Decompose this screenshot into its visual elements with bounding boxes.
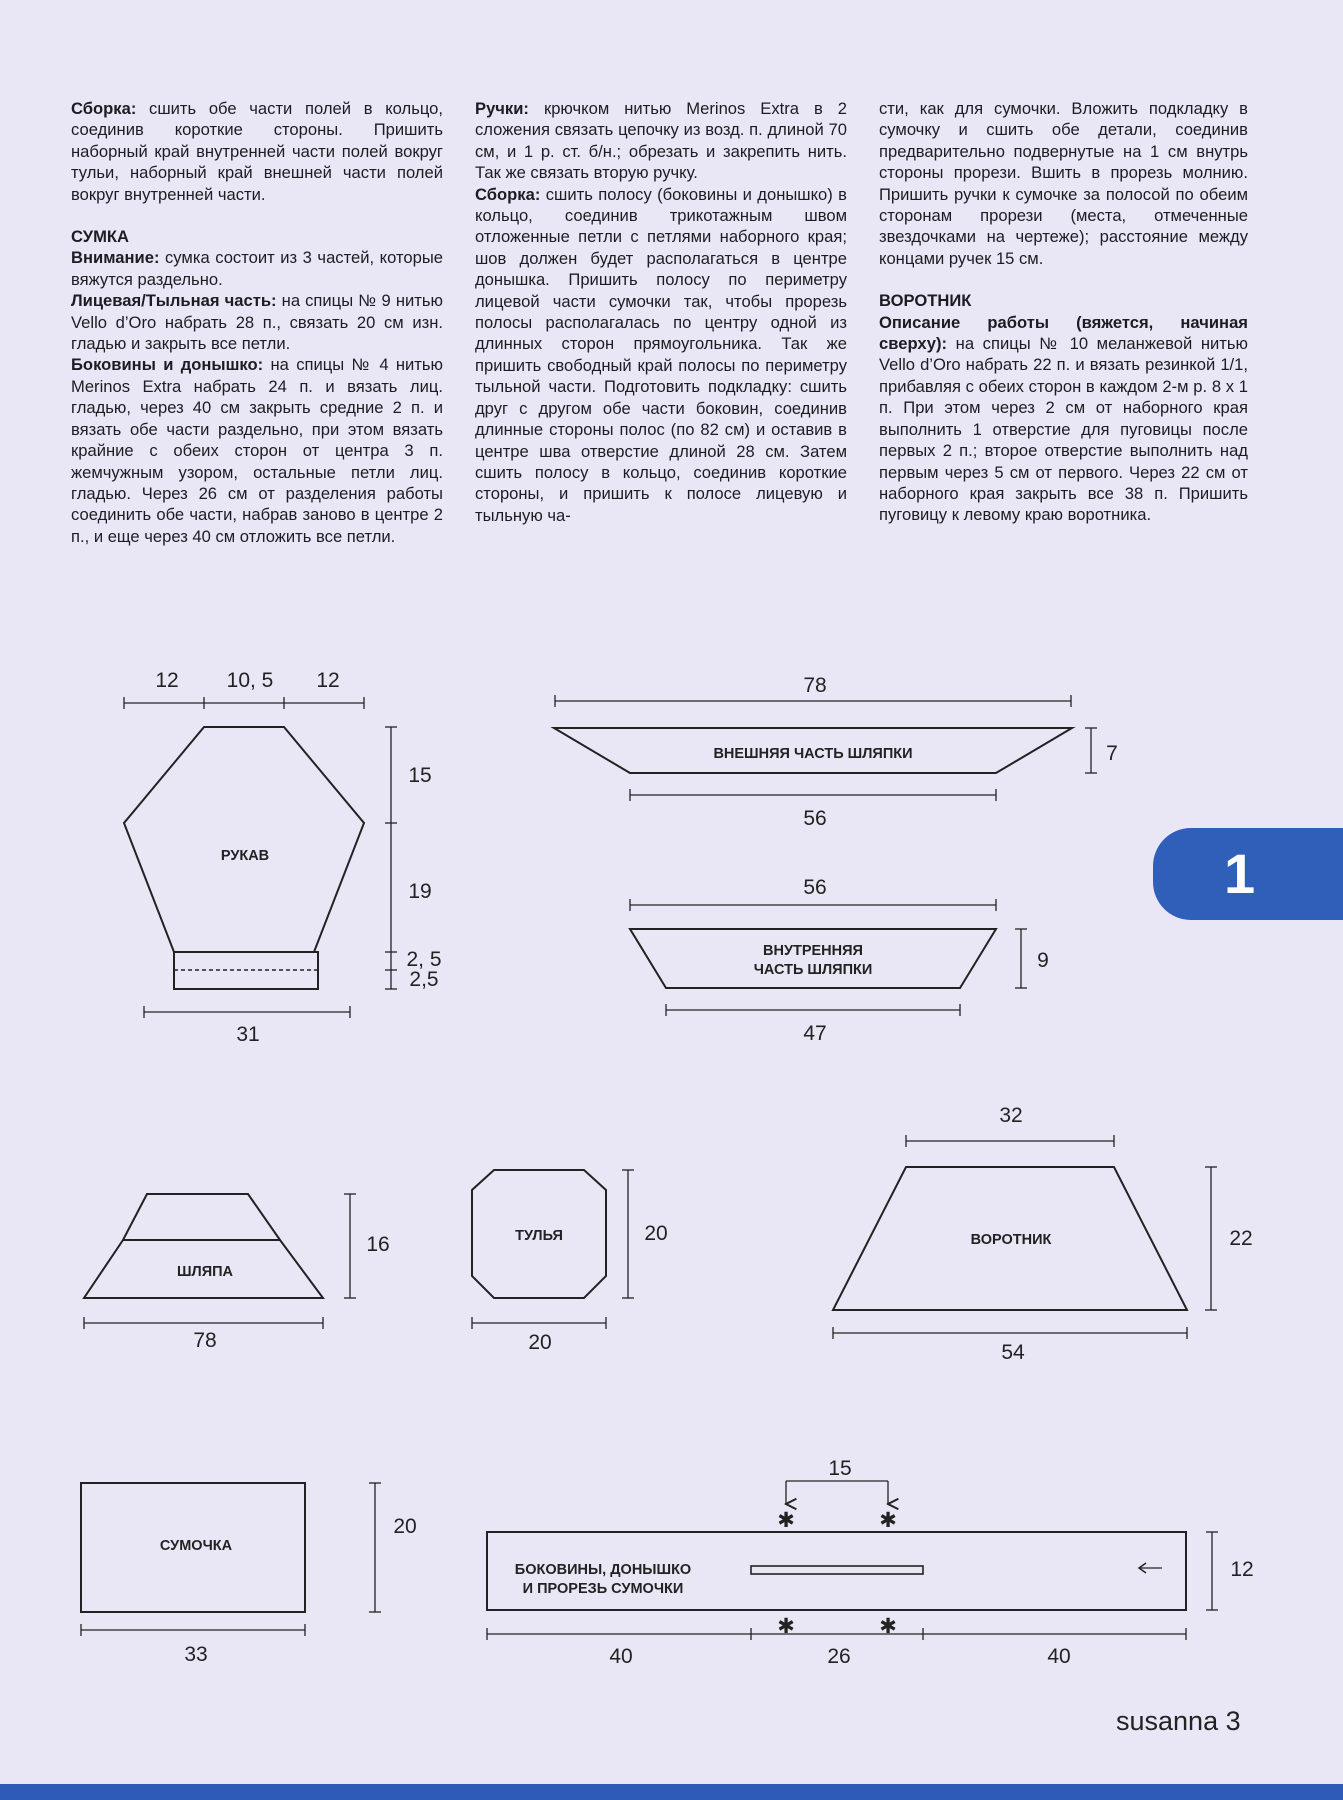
bag-assembly-label: Сборка: (475, 184, 541, 204)
crown-height-dim: 20 (644, 1222, 668, 1245)
outer-brim-top-dim: 78 (803, 674, 827, 697)
strip-left-dim: 40 (609, 1645, 633, 1668)
front-text: на спицы № 9 нитью Vello d’Oro набрать 28 п., связать 20 см изн. гладью и закрыть все петли. (71, 291, 443, 354)
hat-label: ШЛЯПА (176, 1264, 234, 1280)
collar-diagram (833, 1104, 1253, 1364)
outer-brim-bottom-dim: 56 (803, 807, 827, 830)
collar-top-dim: 32 (999, 1104, 1023, 1127)
sleeve-diagram (124, 669, 442, 1046)
star-top-left: ✱ (777, 1509, 795, 1532)
bag-bottom-dim: 33 (184, 1643, 208, 1666)
section-tab-number: 1 (1224, 842, 1256, 905)
collar-label: ВОРОТНИК (970, 1232, 1052, 1248)
sides-label: Боковины и донышко: (71, 355, 264, 375)
outer-brim-label: ВНЕШНЯЯ ЧАСТЬ ШЛЯПКИ (713, 746, 913, 762)
outer-brim-diagram (554, 674, 1118, 830)
attention-label: Внимание: (71, 248, 160, 268)
strip-height-dim: 12 (1230, 1558, 1254, 1581)
sleeve-h3-dim: 2, 5 (406, 948, 442, 971)
handles-label: Ручки: (475, 99, 529, 118)
front-label: Лицевая/Тыльная часть: (71, 291, 277, 311)
bag-height-dim: 20 (393, 1515, 417, 1538)
sleeve-top-right-dim: 12 (316, 669, 340, 692)
strip-label-1: БОКОВИНЫ, ДОНЫШКО (514, 1562, 692, 1578)
strip-top-dim: 15 (828, 1457, 852, 1480)
hat-shape (84, 1194, 323, 1298)
sleeve-top-left-dim: 12 (155, 669, 179, 692)
sides-text: на спицы № 4 нитью Merinos Extra набрать 24 п. и вязать лиц. гладью, через 40 см закрыть средние 2 п. и вязать обе части раздельно, при этом вязать крайние с обеих сторон от центра 3 п. жемчужным узором, остальные петли лиц. гладью. Через 26 см от разделения работы соединить обе части, набрав заново в центре 2 п., и еще через 40 см отложить все петли. (71, 355, 443, 546)
collar-height-dim: 22 (1229, 1227, 1253, 1250)
sleeve-h4-dim: 2,5 (409, 968, 439, 991)
star-top-right: ✱ (879, 1509, 897, 1532)
bottom-bar (0, 1784, 1343, 1800)
sleeve-shape (124, 727, 364, 952)
sleeve-bottom-dim: 31 (236, 1023, 260, 1046)
assembly-label: Сборка: (71, 99, 137, 118)
attention-text: сумка состоит из 3 частей, которые вяжутся раздельно. (71, 248, 443, 289)
inner-brim-label-1: ВНУТРЕННЯЯ (763, 943, 863, 959)
crown-diagram (472, 1170, 668, 1354)
inner-brim-top-dim: 56 (803, 876, 827, 899)
star-bottom-right: ✱ (879, 1615, 897, 1638)
assembly-text: сшить обе части полей в кольцо, соединив короткие стороны. Пришить наборный край внутренней части полей вокруг тульи, наборный край внешней части полей вокруг внутренней части. (71, 99, 443, 204)
inner-brim-diagram (630, 876, 1049, 1045)
outer-brim-height-dim: 7 (1106, 742, 1118, 765)
continued-paragraph: сти, как для сумочки. Вложить подкладку в сумочку и сшить обе детали, соединив предварительно подвернутые на 1 см внутрь стороны прорези. Вшить в прорезь молнию. Пришить ручки к сумочке за полосой по обеим сторонам прорези (места, отмеченные звездочками на чертеже); расстояние между концами ручек 15 см. (879, 99, 1248, 268)
bag-label: СУМОЧКА (159, 1538, 233, 1554)
sleeve-label: РУКАВ (220, 848, 270, 864)
collar-desc-label: Описание работы (вяжется, начиная сверху): (879, 312, 1248, 354)
hat-height-dim: 16 (366, 1233, 390, 1256)
crown-label: ТУЛЬЯ (515, 1228, 563, 1244)
sleeve-top-mid-dim: 10, 5 (226, 669, 274, 692)
page-footer-brand: susanna 3 (1116, 1706, 1241, 1736)
strip-right-dim: 40 (1047, 1645, 1071, 1668)
collar-heading: ВОРОТНИК (879, 291, 972, 311)
sleeve-h1-dim: 15 (408, 764, 432, 787)
collar-desc-text: на спицы № 10 меланжевой нитью Vello d’Oro набрать 22 п. и вязать резинкой 1/1, прибавляя с обеих сторон в каждом 2-м р. 8 x 1 п. При этом через 2 см от наборного края выполнить 1 отверстие для пуговицы после первых 2 п.; второе отверстие выполнить над первым через 5 см от первого. Через 22 см от наборного края закрыть все 38 п. Пришить пуговицу к левому краю воротника. (879, 334, 1248, 525)
bag-assembly-text: сшить полосу (боковины и донышко) в кольцо, соединив трикотажным швом отложенные петли с петлями наборного края; шов должен будет располагаться в центре донышка. Пришить полосу по периметру лицевой части сумочки так, чтобы прорезь полосы располагалась по центру одной из длинных сторон прямоугольника. Так же пришить свободный край полосы по периметру тыльной части. Подготовить подкладку: сшить друг с другом обе части боковин, соединив длинные стороны полос (по 82 см) и оставив в центре шва отверстие длиной 28 см. Затем сшить полосу в кольцо, соединив короткие стороны, и пришить к полосе лицевую и тыльную ча- (475, 184, 847, 525)
bag-diagram (81, 1483, 417, 1666)
inner-brim-label-2: ЧАСТЬ ШЛЯПКИ (753, 962, 873, 978)
collar-bottom-dim: 54 (1001, 1341, 1025, 1364)
zipper-slit (751, 1566, 923, 1574)
strip-label-2: И ПРОРЕЗЬ СУМОЧКИ (522, 1581, 684, 1597)
inner-brim-height-dim: 9 (1037, 949, 1049, 972)
hat-diagram (84, 1194, 390, 1352)
inner-brim-bottom-dim: 47 (803, 1022, 827, 1045)
strip-diagram (487, 1457, 1254, 1668)
hat-bottom-dim: 78 (193, 1329, 217, 1352)
crown-bottom-dim: 20 (528, 1331, 552, 1354)
sleeve-h2-dim: 19 (408, 880, 432, 903)
star-bottom-left: ✱ (777, 1615, 795, 1638)
handles-text: крючком нитью Merinos Extra в 2 сложения связать цепочку из возд. п. длиной 70 см, и 1 р. ст. б/н.; обрезать и закрепить нить. Так же связать вторую ручку. (475, 99, 847, 183)
strip-mid-dim: 26 (827, 1645, 851, 1668)
bag-heading: СУМКА (71, 227, 130, 247)
